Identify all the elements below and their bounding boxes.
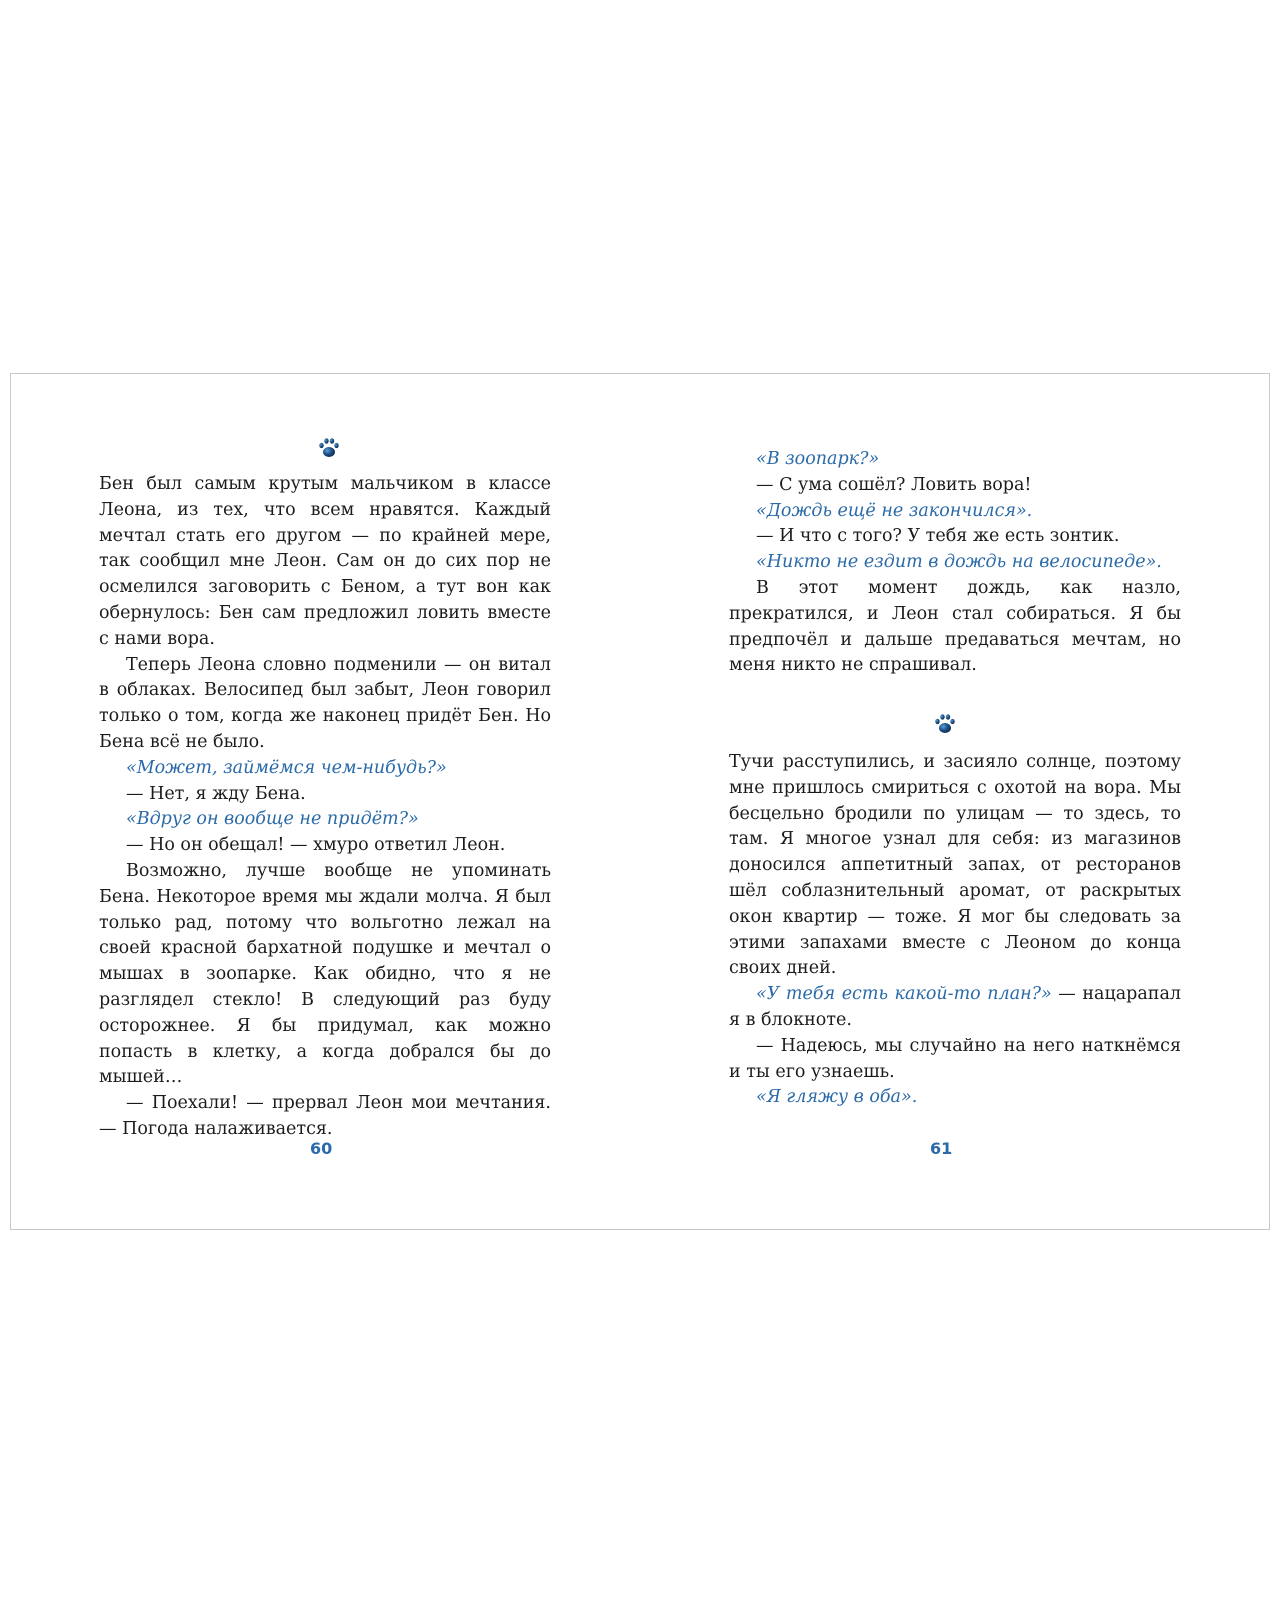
thought-line: «Может, займёмся чем-нибудь?»	[126, 757, 447, 778]
thought-line: «Никто не ездит в дождь на велосипеде».	[756, 552, 1162, 573]
left-page	[99, 374, 551, 1229]
mixed-line	[729, 982, 1181, 1034]
book-spread	[10, 373, 1270, 1230]
thought-line: «В зоопарк?»	[756, 449, 880, 469]
paragraph: Возможно, лучше вообще не упоминать Бена. Некоторое время мы ждали молча. Я был только рад, потому что вольготно лежал на своей красной бархатной подушке и мечтал о мышах в зоопарке. Как обидно, что я не разглядел стекло! В следующий раз буду осторожнее. Я бы придумал, как можно попасть в клетку, а когда добрался бы до мышей…	[99, 860, 551, 1088]
thought-line: «Дождь ещё не закончился».	[756, 500, 1033, 521]
paragraph: Бен был самым крутым мальчиком в классе Леона, из тех, что всем нравятся. Каждый мечтал стать его другом — по крайней мере, так сообщил мне Леон. Сам он до сих пор не осмелился заговорить с Беном, а тут вон как обернулось: Бен сам предложил ловить вместе с нами вора.	[99, 474, 551, 649]
page-number: 61	[930, 1139, 953, 1158]
right-page	[729, 374, 1181, 1229]
paw-print-icon	[933, 712, 957, 736]
dialogue-line: — Нет, я жду Бена.	[126, 783, 306, 804]
right-page-text-top	[729, 447, 1181, 679]
paragraph: Тучи расступились, и засияло солнце, поэтому мне пришлось смириться с охотой на вора. Мы бесцельно бродили по улицам — то здесь, то там. Я многое узнал для себя: из магазинов доносился аппетитный запах, от ресторанов шёл соблазнительный аромат, от раскрытых окон квартир — тоже. Я мог бы следовать за этими запахами вместе с Леоном до конца своих дней.	[729, 752, 1181, 979]
paw-print-icon	[317, 436, 341, 460]
thought-inline: «У тебя есть какой-то план?»	[756, 984, 1052, 1005]
dialogue-line: — С ума сошёл? Ловить вора!	[756, 474, 1032, 495]
paragraph: Теперь Леона словно подменили — он витал в облаках. Велосипед был забыт, Леон говорил только о том, когда же наконец придёт Бен. Но Бена всё не было.	[99, 654, 551, 752]
paragraph: В этот момент дождь, как назло, прекратился, и Леон стал собираться. Я бы предпочёл и дальше предаваться мечтам, но меня никто не спрашивал.	[729, 577, 1181, 676]
page-number: 60	[310, 1139, 333, 1158]
right-page-text-bottom	[729, 750, 1181, 1111]
dialogue-line: — Надеюсь, мы случайно на него наткнёмся и ты его узнаешь.	[729, 1035, 1181, 1082]
narration-inline: — нацарапал я в блокноте.	[729, 984, 1182, 1030]
left-page-text	[99, 472, 551, 1143]
dialogue-line: — Но он обещал! — хмуро ответил Леон.	[126, 835, 506, 856]
thought-line: «Я гляжу в оба».	[756, 1087, 918, 1108]
dialogue-line: — И что с того? У тебя же есть зонтик.	[756, 526, 1120, 547]
dialogue-line: — Поехали! — прервал Леон мои мечтания. — Погода налаживается.	[99, 1093, 551, 1139]
thought-line: «Вдруг он вообще не придёт?»	[126, 809, 419, 830]
